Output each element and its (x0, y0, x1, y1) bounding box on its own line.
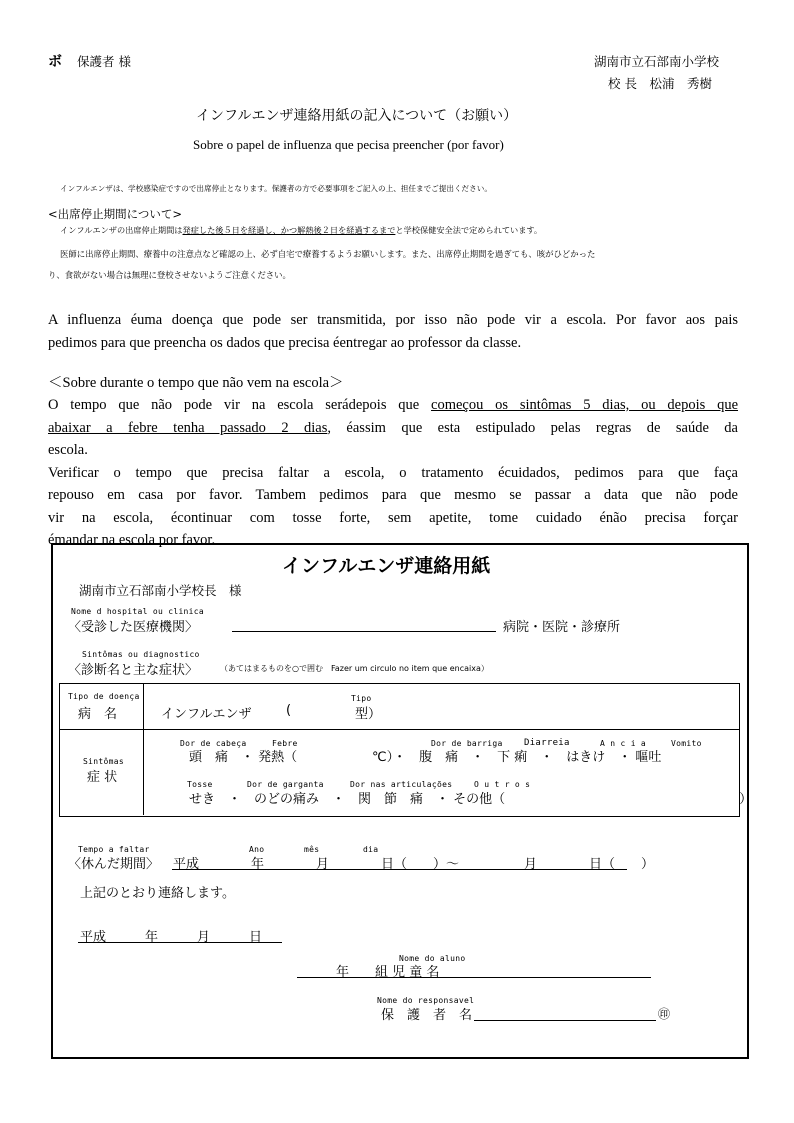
report-date[interactable]: 平成 年 月 日 (80, 930, 263, 945)
period-label-pt-year: Ano (249, 845, 265, 854)
sym-pt-cough: Tosse (187, 780, 213, 789)
period-range[interactable]: 平成 年 月 日（ ）～ 月 日（ ） (173, 857, 655, 872)
type-label-pt: Tipo (351, 694, 372, 703)
sym-pt-headache: Dor de cabeça (180, 739, 247, 748)
period-label: 〈休んだ期間〉 (68, 857, 160, 872)
principal-name: 校 長 松浦 秀樹 (608, 76, 712, 91)
notice-jp-line2-underlined: 発症した後５日を経過し、かつ解熱後２日を経過するまで (182, 225, 396, 235)
notice-jp-line2-pre: インフルエンザの出席停止期間は (60, 225, 183, 235)
diagnosis-note: （あてはまるものを○で囲む Fazer um circulo no item que encaixa） (220, 664, 489, 673)
table-col-divider (143, 684, 144, 815)
hospital-suffix: 病院・医院・診療所 (503, 620, 621, 635)
diagnosis-label: 〈診断名と主な症状〉 (68, 663, 199, 678)
diagnosis-label-pt: Sintômas ou diagnostico (82, 650, 200, 659)
symptoms-row1-a[interactable]: 頭 痛 ・ 発熱（ (189, 750, 298, 765)
sym-pt-throat: Dor de garganta (247, 780, 324, 789)
para2-line2-underlined: abaixar a febre tenha passado 2 dias (48, 419, 328, 436)
notice-pt-para3-line2: repouso em casa por favor. Tambem pedimos para que mesmo se passar a data que não pode (48, 487, 738, 503)
page-title-jp: インフルエンザ連絡用紙の記入について（お願い） (196, 108, 518, 124)
seal-icon: ㊞ (658, 1007, 671, 1021)
notice-jp-heading: <出席停止期間について> (48, 207, 183, 221)
notice-jp-line3: 医師に出席停止期間、療養中の注意点など確認の上、必ず自宅で療養するようお願いします。また、出席停止期間を過ぎても、咳がひどかった (60, 249, 596, 259)
notice-pt-para3-line4: émandar na escola por favor. (48, 532, 216, 548)
notice-pt-para2-line3: escola. (48, 442, 88, 458)
disease-type-paren: ( (286, 703, 292, 718)
notice-jp-line2 (60, 225, 542, 236)
period-label-pt: Tempo a faltar (78, 845, 150, 854)
notice-jp-line1: インフルエンザは、学校感染症ですので出席停止となります。保護者の方で必要事項をご記入の上、担任までご提出ください。 (60, 184, 492, 193)
notice-jp-line4: り、食欲がない場合は無理に登校させないようご注意ください。 (48, 270, 291, 280)
form-addressee: 湖南市立石部南小学校長 様 (79, 583, 242, 598)
notice-pt-heading: ＜Sobre durante o tempo que não vem na escola＞ (48, 375, 344, 391)
sym-pt-joints: Dor nas articulações (350, 780, 453, 789)
school-name: 湖南市立石部南小学校 (594, 54, 720, 69)
para2-line2-post: , éassim que esta estipulado pelas regras de saúde da (327, 419, 738, 436)
hospital-label: 〈受診した医療機関〉 (68, 620, 199, 635)
disease-label-pt: Tipo de doença (68, 692, 140, 701)
notice-pt-para1-line2: pedimos para que preencha os dados que precisa éentregar ao professor da classe. (48, 334, 522, 351)
disease-label: 病 名 (78, 707, 118, 722)
notice-pt-para2-line2 (48, 417, 738, 440)
para2-line1-pre: O tempo que não pode vir na escola serádepois que (48, 397, 432, 413)
header-mark: ボ (48, 54, 62, 70)
table-row-divider (60, 729, 739, 730)
period-underline (172, 869, 627, 870)
student-label-pt: Nome do aluno (399, 954, 466, 963)
report-date-underline (78, 942, 282, 943)
guardian-label: 保 護 者 名 (381, 1008, 473, 1023)
student-name-line[interactable] (297, 977, 651, 978)
period-label-pt-day: dia (363, 845, 379, 854)
guardian-name-line[interactable] (474, 1020, 656, 1021)
form-title: インフルエンザ連絡用紙 (282, 555, 491, 577)
student-label: 年 組 児 童 名 (336, 965, 440, 980)
notice-pt-para2-line1 (48, 394, 738, 417)
period-label-pt-month: mês (304, 845, 320, 854)
symptoms-row1-b[interactable]: ℃）・ 腹 痛 ・ 下 痢 ・ はきけ ・ 嘔吐 (372, 750, 662, 765)
guardian-label-pt: Nome do responsavel (377, 996, 475, 1005)
disease-value: インフルエンザ (161, 707, 252, 722)
type-value[interactable]: 型） (355, 707, 382, 722)
notice-pt-para1 (48, 309, 738, 354)
notice-pt-para2 (48, 394, 738, 552)
symptoms-label-pt: Sintômas (83, 757, 124, 766)
sym-pt-nausea: A n c i a (600, 739, 647, 748)
addressee: 保護者 様 (77, 54, 131, 69)
sym-pt-others: O u t r o s (474, 780, 531, 789)
sym-pt-stomach: Dor de barriga (431, 739, 503, 748)
sym-pt-diarrhea: Diarreia (524, 738, 570, 748)
para2-line1-underlined: começou os sintômas 5 dias, ou depois que (431, 397, 739, 413)
hospital-label-pt: Nome d hospital ou clinica (71, 607, 205, 616)
sym-pt-vomit: Vomito (671, 739, 702, 748)
notice-pt-para3-line1: Verificar o tempo que precisa faltar a escola, o tratamento écuidados, pedimos para que faça (48, 464, 738, 481)
notice-pt-para3-line3: vir na escola, écontinuar com tosse forte, sem apetite, tome cuidado énão precisa forçar (48, 509, 738, 526)
notice-pt-para1-line1: A influenza éuma doença que pode ser transmitida, por isso não pode vir a escola. Por favor aos pais (48, 312, 738, 328)
symptoms-label: 症 状 (87, 770, 118, 785)
hospital-input-line[interactable] (232, 631, 496, 632)
notice-jp-line2-post: と学校保健安全法で定められています。 (395, 225, 543, 235)
page-title-pt: Sobre o papel de influenza que pecisa preencher (por favor) (193, 137, 504, 152)
symptoms-row2[interactable]: せき ・ のどの痛み ・ 関 節 痛 ・ その他（ ） (189, 792, 753, 807)
report-text: 上記のとおり連絡します。 (80, 886, 235, 901)
sym-pt-fever: Febre (272, 739, 298, 748)
